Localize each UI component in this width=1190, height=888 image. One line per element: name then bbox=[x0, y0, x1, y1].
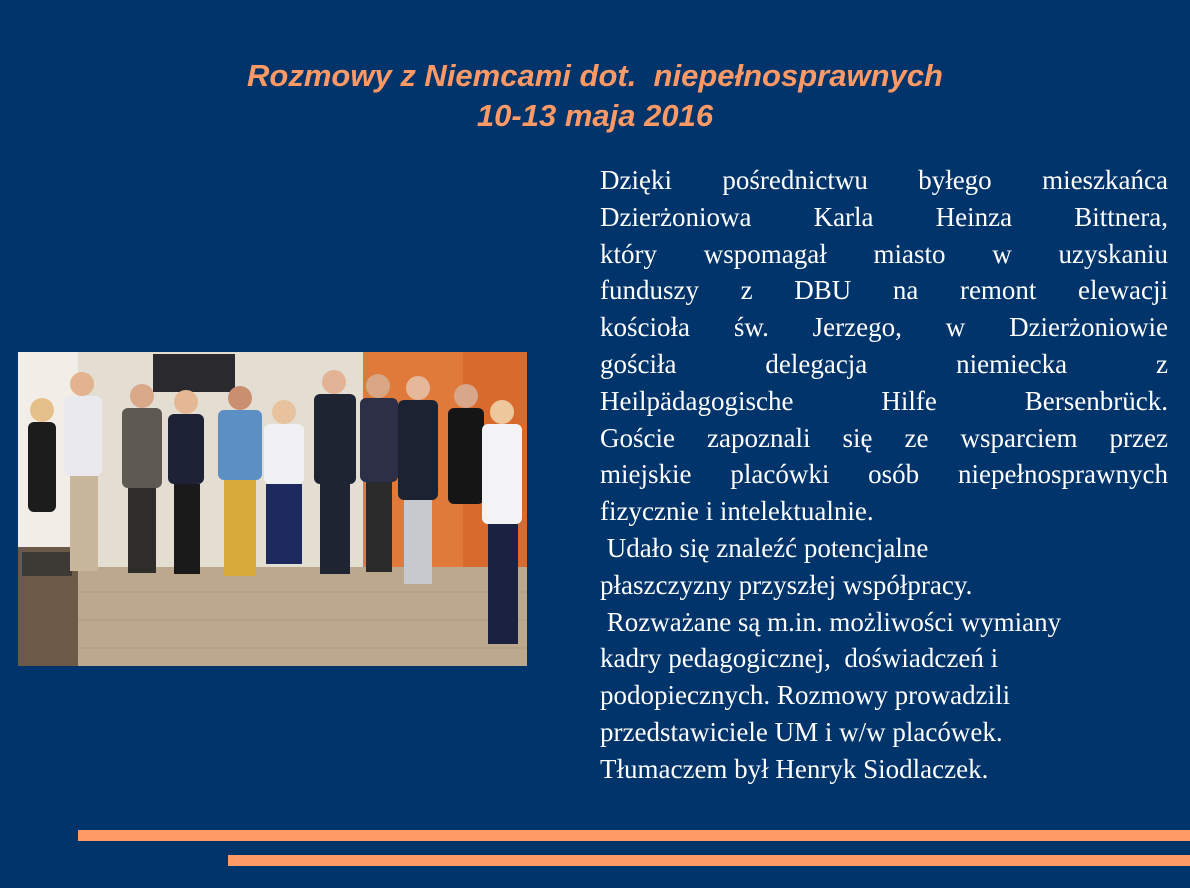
paragraph-2 bbox=[600, 530, 1168, 604]
paragraph-1-line: Dzięki pośrednictwu byłego mieszkańca bbox=[600, 165, 1168, 195]
paragraph-3-line: kadry pedagogicznej, doświadczeń i bbox=[600, 643, 999, 674]
paragraph-2-line: płaszczyzny przyszłej współpracy. bbox=[600, 569, 973, 600]
accent-bar-top bbox=[78, 830, 1190, 841]
paragraph-3-line: Tłumaczem był Henryk Siodlaczek. bbox=[600, 753, 989, 784]
paragraph-3-line: Rozważane są m.in. możliwości wymiany bbox=[600, 606, 1062, 637]
paragraph-1-line: który wspomagał miasto w uzyskaniu bbox=[600, 238, 1168, 269]
paragraph-1-line: miejskie placówki osób niepełnosprawnych bbox=[600, 459, 1168, 490]
accent-bar-bottom bbox=[228, 855, 1190, 866]
paragraph-1-line: fizycznie i intelektualnie. bbox=[600, 496, 874, 527]
paragraph-1 bbox=[600, 162, 1168, 530]
body-text bbox=[600, 162, 1168, 788]
title-line-1: Rozmowy z Niemcami dot. niepełnosprawnych bbox=[247, 58, 943, 93]
paragraph-1-line: gościła delegacja niemiecka z bbox=[600, 348, 1168, 379]
paragraph-1-line: Heilpädagogische Hilfe Bersenbrück. bbox=[600, 385, 1168, 416]
paragraph-1-line: Goście zapoznali się ze wsparciem przez bbox=[600, 422, 1168, 453]
paragraph-2-line: Udało się znaleźć potencjalne bbox=[600, 532, 929, 563]
group-photo-illustration bbox=[18, 352, 527, 666]
paragraph-3-line: przedstawiciele UM i w/w placówek. bbox=[600, 716, 1003, 747]
paragraph-1-line: Dzierżoniowa Karla Heinza Bittnera, bbox=[600, 201, 1168, 232]
paragraph-1-line: kościoła św. Jerzego, w Dzierżoniowie bbox=[600, 312, 1168, 343]
slide-title bbox=[0, 56, 1190, 136]
group-photo bbox=[18, 352, 527, 666]
title-line-2: 10-13 maja 2016 bbox=[476, 98, 714, 133]
paragraph-3-line: podopiecznych. Rozmowy prowadzili bbox=[600, 680, 1011, 711]
paragraph-1-line: funduszy z DBU na remont elewacji bbox=[600, 275, 1168, 306]
paragraph-3 bbox=[600, 604, 1168, 788]
